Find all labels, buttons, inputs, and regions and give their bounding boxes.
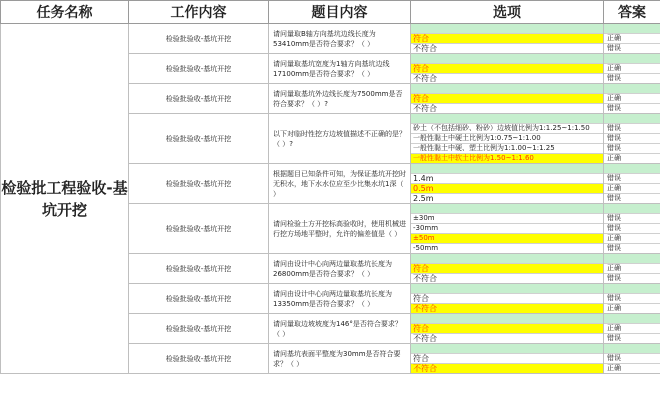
option-line: 符合 xyxy=(411,264,603,274)
option-line: 符合 xyxy=(411,324,603,334)
answer-cell xyxy=(604,54,660,84)
option-line: 不符合 xyxy=(413,334,437,343)
answer-line xyxy=(604,204,660,214)
answer-line xyxy=(604,84,660,94)
option-line: 符合 xyxy=(411,354,603,364)
options-cell xyxy=(411,314,604,344)
work-content-cell: 检验批验收-基坑开挖 xyxy=(129,164,269,204)
option-line: 符合 xyxy=(411,34,603,44)
question-cell: 请问基坑表面平整度为30mm是否符合要求？（ ） xyxy=(269,344,411,374)
work-content-cell: 检验批验收-基坑开挖 xyxy=(129,314,269,344)
answer-line: 错误 xyxy=(604,214,660,224)
answer-line: 正确 xyxy=(607,304,621,312)
answer-line: 正确 xyxy=(604,264,660,274)
option-line: -30mm xyxy=(411,224,603,234)
work-content-cell: 检验批验收-基坑开挖 xyxy=(129,54,269,84)
answer-line: 错误 xyxy=(607,334,621,342)
answer-line: 错误 xyxy=(607,104,621,112)
question-cell: 请问检验土方开挖标高验收时，使用机械进行挖方场地平整时，允许的偏差值是（ ） xyxy=(269,204,411,254)
answer-line: 正确 xyxy=(604,184,660,194)
answer-line: 错误 xyxy=(607,244,621,252)
answer-cell xyxy=(604,344,660,374)
option-line: 不符合 xyxy=(411,364,603,373)
header-options: 选项 xyxy=(411,1,604,24)
answer-line: 正确 xyxy=(604,324,660,334)
options-cell xyxy=(411,254,604,284)
option-line: 1.4m xyxy=(411,174,603,184)
question-cell: 请问量取基坑宽度为1轴方向基坑边线17100mm是否符合要求？（ ） xyxy=(269,54,411,84)
header-task-name: 任务名称 xyxy=(1,1,129,24)
option-line xyxy=(411,254,603,264)
answer-line: 错误 xyxy=(607,194,621,202)
answer-line xyxy=(604,344,660,354)
answer-line xyxy=(604,24,660,34)
option-line xyxy=(411,164,603,174)
options-cell xyxy=(411,54,604,84)
answer-line xyxy=(604,254,660,264)
option-line xyxy=(411,24,603,34)
question-cell: 以下对临时性挖方边坡值描述不正确的是？（ ）? xyxy=(269,114,411,164)
work-content-cell: 检验批验收-基坑开挖 xyxy=(129,84,269,114)
option-line xyxy=(411,204,603,214)
options-cell xyxy=(411,114,604,164)
answer-line: 错误 xyxy=(604,134,660,144)
answer-line: 正确 xyxy=(604,94,660,104)
options-cell xyxy=(411,204,604,254)
option-line xyxy=(411,314,603,324)
option-line xyxy=(411,344,603,354)
option-line xyxy=(411,114,603,124)
table-row xyxy=(1,24,660,54)
header-row xyxy=(1,1,660,24)
option-line: 2.5m xyxy=(413,194,434,203)
answer-line: 错误 xyxy=(607,44,621,52)
question-cell: 根据题目已知条件可知，为保证基坑开挖时无积水，地下水水位应至少比集水坑1深（ ） xyxy=(269,164,411,204)
answer-line xyxy=(604,314,660,324)
option-line: ±50m xyxy=(411,234,603,244)
option-line: 砂土（不包括细砂、粉砂）边坡值比例为1:1.25~1:1.50 xyxy=(411,124,603,134)
option-line xyxy=(411,84,603,94)
answer-line: 错误 xyxy=(604,144,660,154)
question-cell: 请问由设计中心向两边量取基坑长度为26800mm是否符合要求？（ ） xyxy=(269,254,411,284)
answer-cell xyxy=(604,284,660,314)
option-line: 0.5m xyxy=(411,184,603,194)
options-cell xyxy=(411,24,604,54)
answer-line: 错误 xyxy=(604,124,660,134)
work-content-cell: 检验批验收-基坑开挖 xyxy=(129,114,269,164)
question-cell: 请问量取基坑外边线长度为7500mm是否符合要求？（ ）? xyxy=(269,84,411,114)
option-line: 不符合 xyxy=(413,274,437,283)
answer-line xyxy=(604,284,660,294)
answer-line: 错误 xyxy=(607,74,621,82)
work-content-cell: 检验批验收-基坑开挖 xyxy=(129,344,269,374)
header-question-content: 题目内容 xyxy=(269,1,411,24)
header-work-content: 工作内容 xyxy=(129,1,269,24)
work-content-cell: 检验批验收-基坑开挖 xyxy=(129,204,269,254)
answer-line: 正确 xyxy=(607,364,621,372)
option-line: 符合 xyxy=(411,64,603,74)
option-line: 不符合 xyxy=(413,74,437,83)
option-line: 一般性黏土中硬土比例为1:0.75~1:1.00 xyxy=(411,134,603,144)
option-line: 符合 xyxy=(411,294,603,304)
answer-line xyxy=(604,54,660,64)
options-cell xyxy=(411,344,604,374)
answer-cell xyxy=(604,314,660,344)
answer-line xyxy=(604,164,660,174)
option-line: 不符合 xyxy=(413,104,437,113)
answer-line: 错误 xyxy=(607,274,621,282)
answer-cell xyxy=(604,254,660,284)
option-line xyxy=(411,54,603,64)
option-line xyxy=(411,284,603,294)
table-body xyxy=(1,24,660,374)
option-line: 一般性黏土中硬、塑土比例为1:1.00~1:1.25 xyxy=(411,144,603,154)
answer-line: 错误 xyxy=(604,224,660,234)
answer-line: 正确 xyxy=(604,34,660,44)
task-name-cell: 检验批工程验收-基坑开挖 xyxy=(1,24,129,374)
answer-line: 错误 xyxy=(604,354,660,364)
answer-line: 正确 xyxy=(604,64,660,74)
work-content-cell: 检验批验收-基坑开挖 xyxy=(129,254,269,284)
work-content-cell: 检验批验收-基坑开挖 xyxy=(129,24,269,54)
question-cell: 请问量取B轴方向基坑边线长度为53410mm是否符合要求？（ ） xyxy=(269,24,411,54)
header-answer: 答案 xyxy=(604,1,660,24)
answer-line: 错误 xyxy=(604,294,660,304)
options-cell xyxy=(411,164,604,204)
question-cell: 请问量取边坡坡度为146°是否符合要求？（ ） xyxy=(269,314,411,344)
answer-cell xyxy=(604,114,660,164)
option-line: 不符合 xyxy=(411,304,603,313)
answer-line: 正确 xyxy=(604,234,660,244)
answer-cell xyxy=(604,84,660,114)
work-content-cell: 检验批验收-基坑开挖 xyxy=(129,284,269,314)
answer-cell xyxy=(604,204,660,254)
option-line: 一般性黏土中软土比例为1.50~1:1.60 xyxy=(411,154,603,163)
answer-line xyxy=(604,114,660,124)
answer-line: 正确 xyxy=(607,154,621,162)
answer-cell xyxy=(604,164,660,204)
option-line: ±30m xyxy=(411,214,603,224)
answer-cell xyxy=(604,24,660,54)
option-line: -50mm xyxy=(413,244,439,252)
question-cell: 请问由设计中心向两边量取基坑长度为13350mm是否符合要求？（ ） xyxy=(269,284,411,314)
option-line: 不符合 xyxy=(413,44,437,53)
options-cell xyxy=(411,84,604,114)
options-cell xyxy=(411,284,604,314)
option-line: 符合 xyxy=(411,94,603,104)
answer-line: 错误 xyxy=(604,174,660,184)
